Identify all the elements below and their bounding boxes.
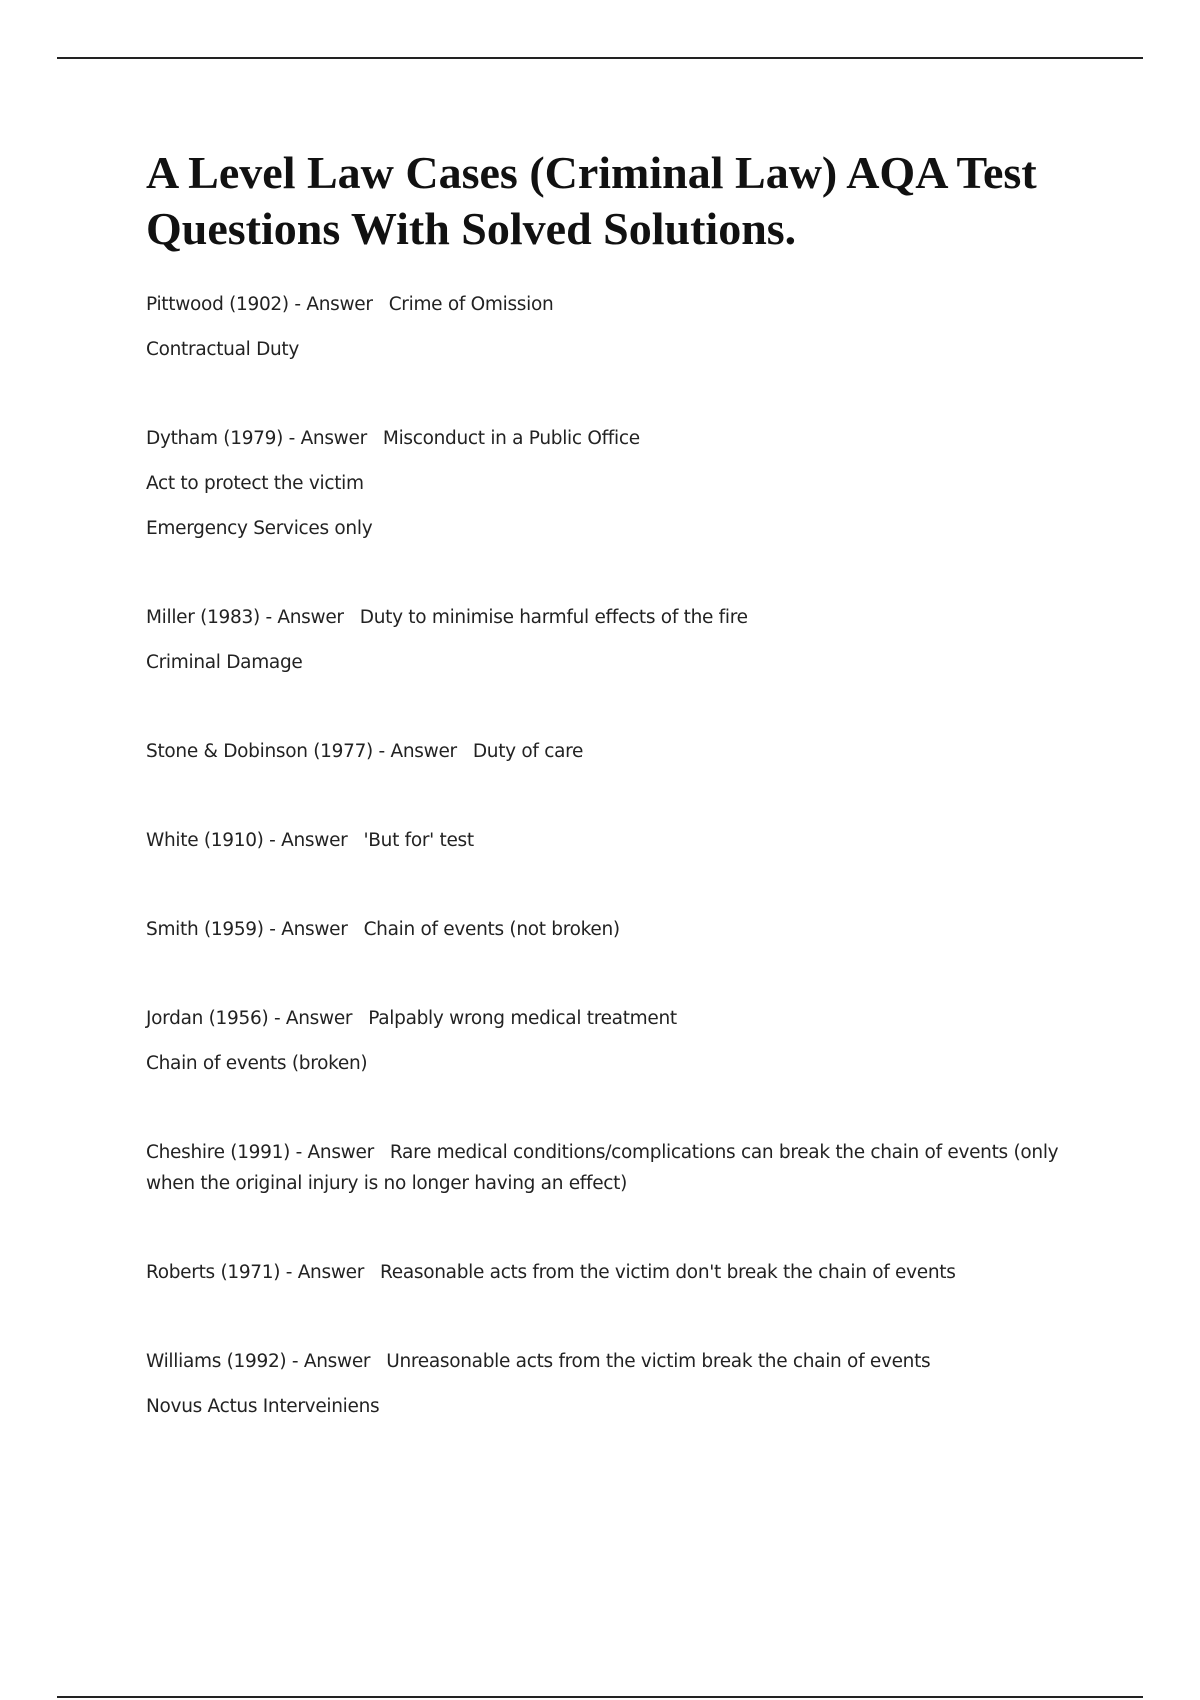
case-label: Dytham (1979) - Answer <box>146 428 367 449</box>
qa-question-line <box>146 289 1086 320</box>
qa-list <box>146 289 1086 1422</box>
answer-text: Chain of events (not broken) <box>363 919 620 940</box>
qa-question-line <box>146 602 1086 633</box>
qa-question-line <box>146 736 1086 767</box>
answer-detail-line: Emergency Services only <box>146 518 373 539</box>
qa-question-line <box>146 1257 1086 1288</box>
answer-text: Misconduct in a Public Office <box>382 428 640 449</box>
case-label: Cheshire (1991) - Answer <box>146 1142 374 1163</box>
answer-text: Unreasonable acts from the victim break the chain of events <box>386 1351 931 1372</box>
qa-item <box>146 1346 1086 1422</box>
qa-item <box>146 825 1086 856</box>
top-rule <box>57 57 1143 59</box>
qa-item <box>146 423 1086 544</box>
document-title: A Level Law Cases (Criminal Law) AQA Test Questions With Solved Solutions. <box>146 147 1037 254</box>
qa-item <box>146 1137 1086 1199</box>
qa-question-line <box>146 1137 1086 1199</box>
answer-detail-line: Chain of events (broken) <box>146 1053 368 1074</box>
qa-item <box>146 736 1086 767</box>
answer-detail-line: Contractual Duty <box>146 339 300 360</box>
answer-text: Duty to minimise harmful effects of the fire <box>359 607 748 628</box>
answer-text: Reasonable acts from the victim don't break the chain of events <box>380 1262 956 1283</box>
document-body <box>146 145 1086 1480</box>
bottom-rule <box>57 1696 1143 1698</box>
answer-text: Crime of Omission <box>388 294 554 315</box>
qa-item <box>146 1257 1086 1288</box>
answer-detail-line: Criminal Damage <box>146 652 303 673</box>
answer-text: Duty of care <box>472 741 584 762</box>
qa-question-line <box>146 423 1086 454</box>
case-label: Miller (1983) - Answer <box>146 607 344 628</box>
qa-item <box>146 914 1086 945</box>
qa-question-line <box>146 1346 1086 1377</box>
case-label: Roberts (1971) - Answer <box>146 1262 365 1283</box>
answer-text: 'But for' test <box>363 830 474 851</box>
qa-question-line <box>146 1003 1086 1034</box>
case-label: Williams (1992) - Answer <box>146 1351 371 1372</box>
answer-detail-line: Act to protect the victim <box>146 473 364 494</box>
case-label: Stone & Dobinson (1977) - Answer <box>146 741 457 762</box>
qa-question-line <box>146 914 1086 945</box>
answer-detail-line: Novus Actus Interveiniens <box>146 1396 380 1417</box>
qa-question-line <box>146 825 1086 856</box>
case-label: Pittwood (1902) - Answer <box>146 294 373 315</box>
qa-item <box>146 1003 1086 1079</box>
case-label: Jordan (1956) - Answer <box>146 1008 353 1029</box>
case-label: Smith (1959) - Answer <box>146 919 348 940</box>
answer-text: Rare medical conditions/complications can break the chain of events (only when the original injury is no longer having an effect) <box>146 1142 1059 1194</box>
qa-item <box>146 602 1086 678</box>
qa-item <box>146 289 1086 365</box>
case-label: White (1910) - Answer <box>146 830 348 851</box>
answer-text: Palpably wrong medical treatment <box>368 1008 677 1029</box>
